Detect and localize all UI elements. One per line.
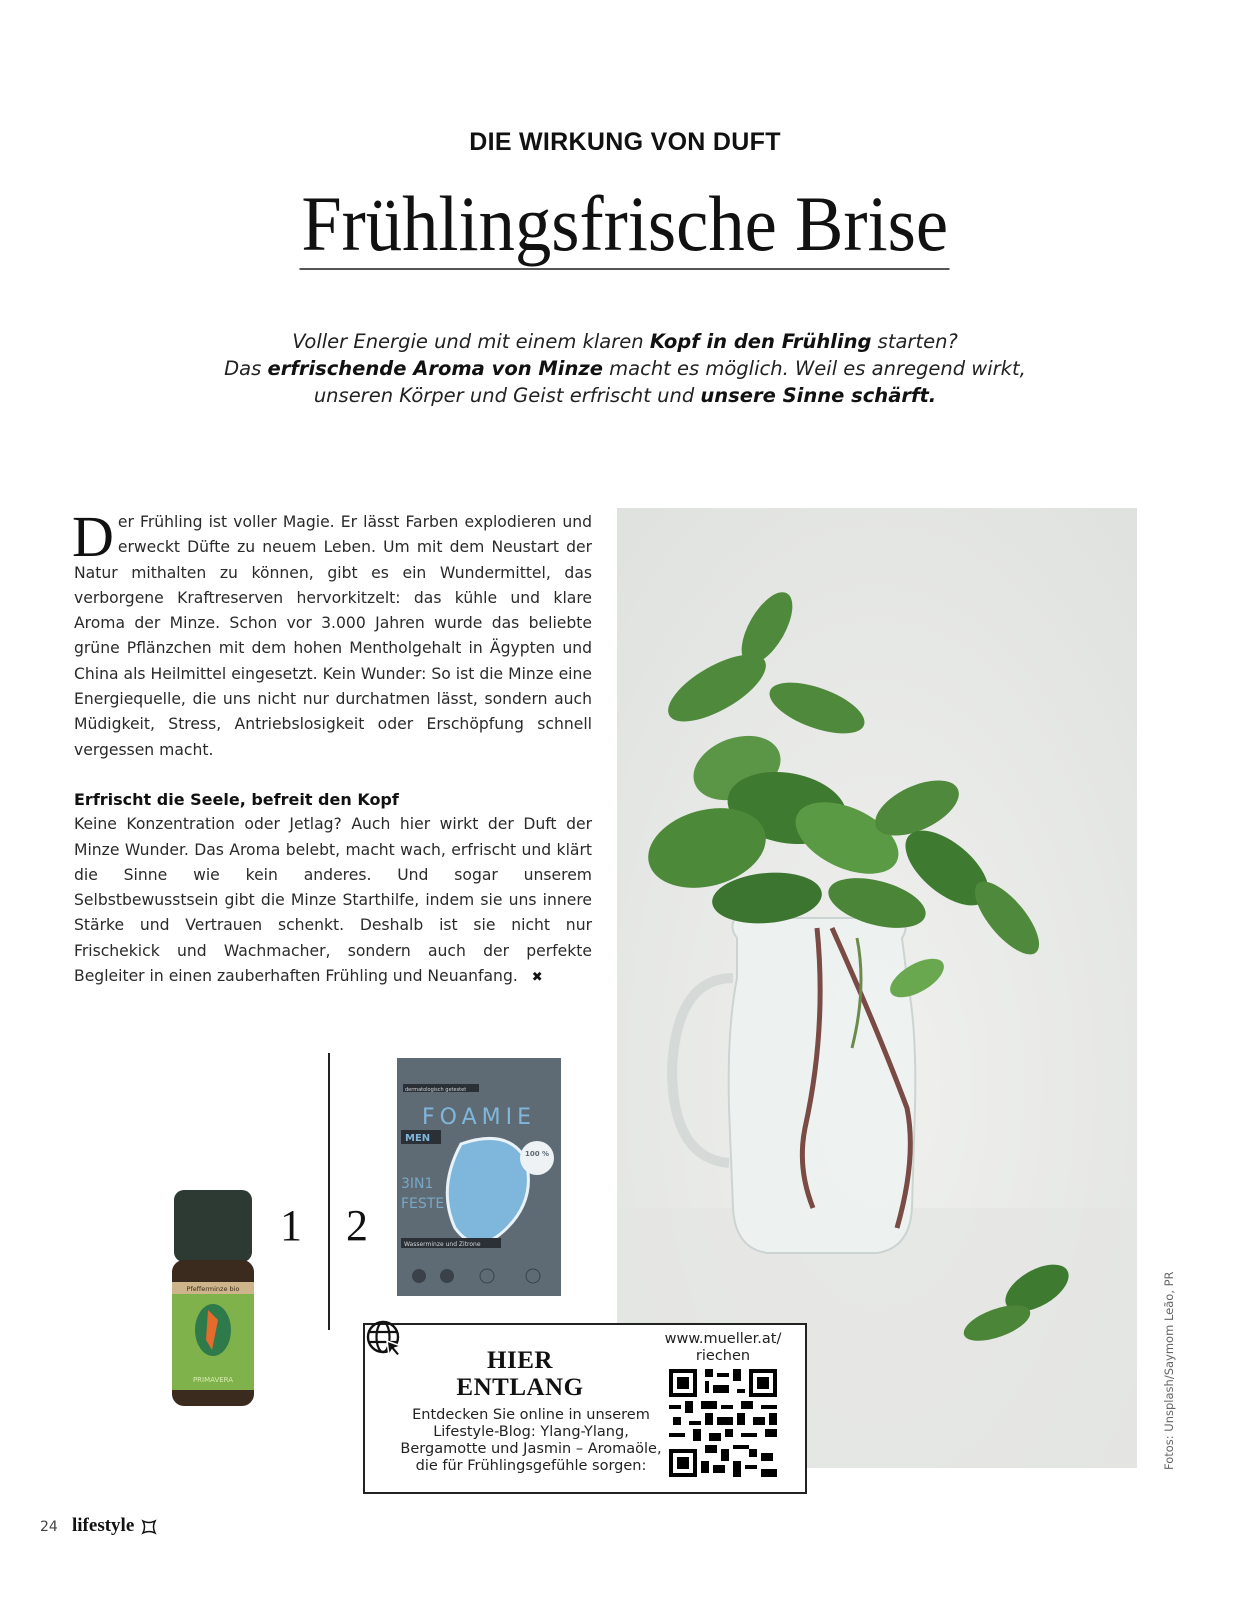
qr-code[interactable] [669,1369,777,1477]
promo-title: HIER ENTLANG [456,1347,584,1401]
svg-text:Wasserminze und Zitrone: Wasserminze und Zitrone [404,1241,481,1248]
svg-text:PRIMAVERA: PRIMAVERA [192,1376,234,1384]
section-name: lifestyle [72,1515,135,1536]
svg-text:dermatologisch getestet: dermatologisch getestet [405,1087,467,1093]
dropcap: D [72,504,114,569]
product-2-foamie-image [397,1058,561,1296]
title-wrap [0,180,1250,270]
page-number: 24 [40,1519,58,1535]
article-body [72,504,592,990]
kicker: DIE WIRKUNG VON DUFT [469,128,781,156]
product-number-1: 1 [280,1201,302,1250]
lede [150,328,1100,409]
product-divider [328,1053,330,1330]
svg-text:MEN: MEN [405,1133,431,1144]
photo-credit: Fotos: Unsplash/Saymom Leão, PR [1162,1271,1176,1470]
subheading: Erfrischt die Seele, befreit den Kopf [74,789,399,809]
product-1-bottle-image [170,1190,256,1408]
page-title: Frühlingsfrische Brise [300,180,950,270]
intro-paragraph: Der Frühling ist voller Magie. Er lässt Farben explodieren und erweckt Düfte zu neuem Leben. Um mit dem Neustart der Natur mithalten zu können, gibt es ein Wundermittel, das verborgene Kraftreserven hervorkitzelt: das kühle und klare Aroma der Minze. Schon vor 3.000 Jahren wurde das beliebte grüne Pflänzchen mit dem hohen Mentholgehalt in Ägypten und China als Heilmittel eingesetzt. Kein Wunder: So ist die Minze eine Energiequelle, die uns nicht nur durchatmen lässt, sondern auch Müdigkeit, Stress, Antriebslosigkeit oder Erschöpfung schnell vergessen macht. [72,504,592,759]
svg-text:Pfefferminze bio: Pfefferminze bio [186,1285,240,1293]
frame-icon [141,1519,157,1535]
promo-box [363,1323,807,1494]
svg-text:FOAMIE: FOAMIE [421,1105,537,1130]
svg-text:FESTE: FESTE [401,1196,445,1212]
product-number-2: 2 [346,1201,368,1250]
lede-line: Voller Energie und mit einem klaren Kopf in den Frühling starten? [292,330,958,353]
promo-url[interactable]: www.mueller.at/ riechen [664,1331,782,1364]
section-paragraph: Keine Konzentration oder Jetlag? Auch hier wirkt der Duft der Minze Wunder. Das Aroma belebt, macht wach, erfrischt und klärt die Sinne wie kein anderes. Und sogar unserem Selbstbewusstsein gibt die Minze Starthilfe, indem sie uns innere Stärke und Vertrauen schenkt. Deshalb ist sie nicht nur Frischekick und Wachmacher, sondern auch der perfekte Begleiter in einen zauberhaften Frühling und Neuanfang. ✖ [74,812,592,990]
globe-cursor-icon [365,1319,405,1359]
promo-text: Entdecken Sie online in unserem Lifestyle-Blog: Ylang-Ylang, Bergamotte und Jasmin – Aromaöle, die für Frühlingsgefühle sorgen: [400,1407,662,1474]
lede-line: Das erfrischende Aroma von Minze macht es möglich. Weil es anregend wirkt, [224,357,1026,380]
end-mark-icon: ✖ [531,970,543,986]
svg-text:3IN1: 3IN1 [401,1176,434,1192]
svg-text:100 %: 100 % [524,1150,550,1158]
lede-line: unseren Körper und Geist erfrischt und unsere Sinne schärft. [313,384,937,407]
